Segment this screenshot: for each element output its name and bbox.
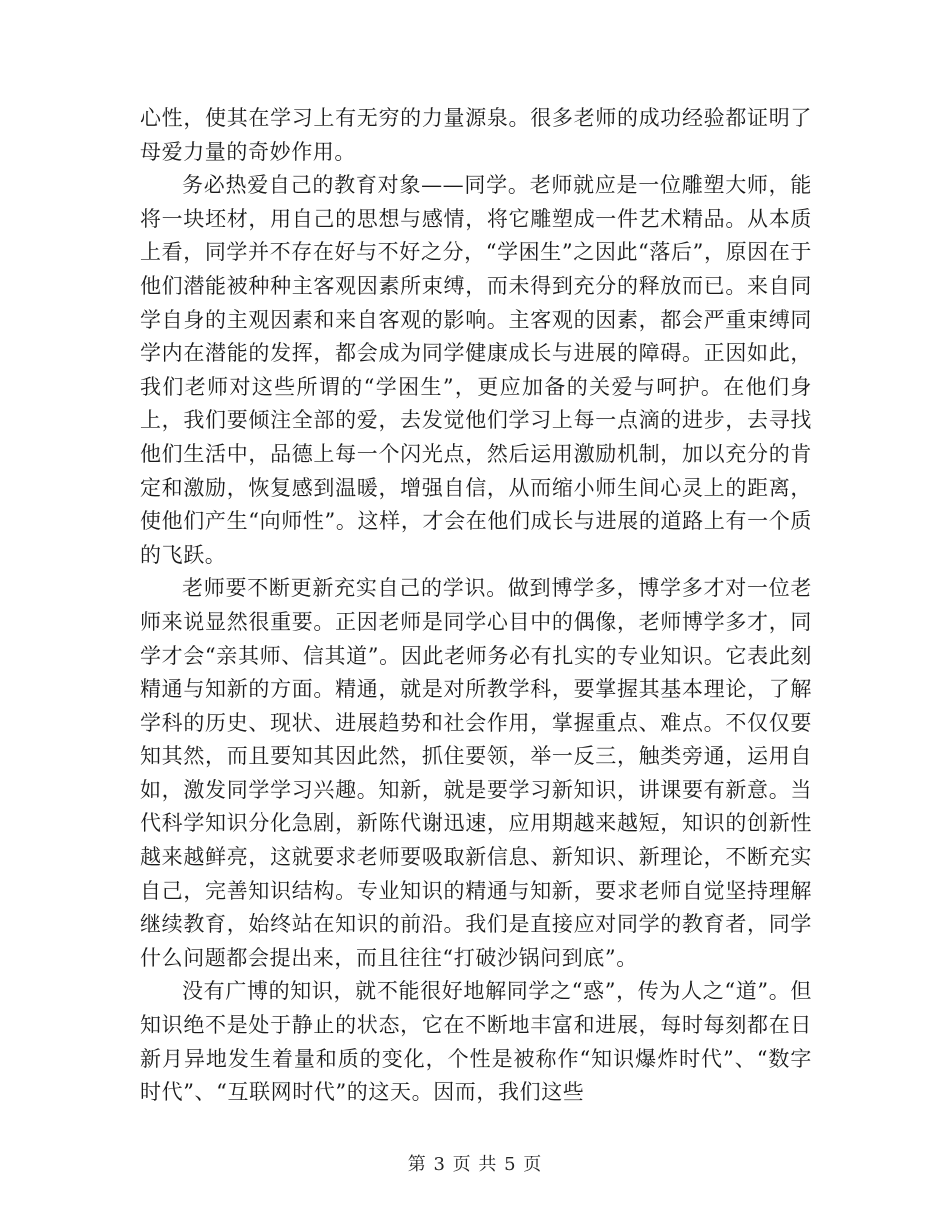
paragraph-2: 务必热爱自己的教育对象——同学。老师就应是一位雕塑大师，能将一块坯材，用自己的思想与感情，将它雕塑成一件艺术精品。从本质上看，同学并不存在好与不好之分，“学困生”之因此“落后”，原因在于他们潜能被种种主客观因素所束缚，而未得到充分的释放而已。来自同学自身的主观因素和来自客观的影响。主客观的因素，都会严重束缚同学内在潜能的发挥，都会成为同学健康成长与进展的障碍。正因如此，我们老师对这些所谓的“学困生”，更应加备的关爱与呵护。在他们身上，我们要倾注全部的爱，去发觉他们学习上每一点滴的进步，去寻找他们生活中，品德上每一个闪光点，然后运用激励机制，加以充分的肯定和激励，恢复感到温暖，增强自信，从而缩小师生间心灵上的距离，使他们产生“向师性”。这样，才会在他们成长与进展的道路上有一个质的飞跃。 xyxy=(140,173,812,567)
document-body xyxy=(140,102,812,1110)
paragraph-4: 没有广博的知识，就不能很好地解同学之“惑”，传为人之“道”。但知识绝不是处于静止的状态，它在不断地丰富和进展，每时每刻都在日新月异地发生着量和质的变化，个性是被称作“知识爆炸时代”、“数字时代”、“互联网时代”的这天。因而，我们这些 xyxy=(140,979,812,1105)
page-number-footer: 第 3 页 共 5 页 xyxy=(407,1154,543,1175)
paragraph-3: 老师要不断更新充实自己的学识。做到博学多，博学多才对一位老师来说显然很重要。正因老师是同学心目中的偶像，老师博学多才，同学才会“亲其师、信其道”。因此老师务必有扎实的专业知识。它表此刻精通与知新的方面。精通，就是对所教学科，要掌握其基本理论，了解学科的历史、现状、进展趋势和社会作用，掌握重点、难点。不仅仅要知其然，而且要知其因此然，抓住要领，举一反三，触类旁通，运用自如，激发同学学习兴趣。知新，就是要学习新知识，讲课要有新意。当代科学知识分化急剧，新陈代谢迅速，应用期越来越短，知识的创新性越来越鲜亮，这就要求老师要吸取新信息、新知识、新理论，不断充实自己，完善知识结构。专业知识的精通与知新，要求老师自觉坚持理解继续教育，始终站在知识的前沿。我们是直接应对同学的教育者，同学什么问题都会提出来，而且往往“打破沙锅问到底”。 xyxy=(140,576,812,970)
paragraph-1: 心性，使其在学习上有无穷的力量源泉。很多老师的成功经验都证明了母爱力量的奇妙作用。 xyxy=(140,106,812,164)
